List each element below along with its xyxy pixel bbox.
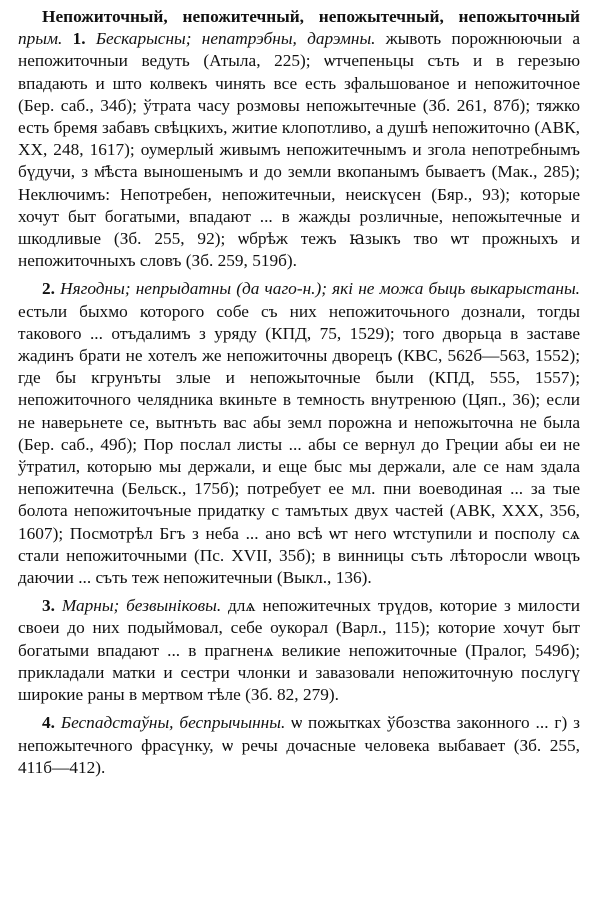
sense-number: 1. [72, 29, 86, 49]
sense-quotations: ѡ пожытках ўбозства законного ... г) з непожытечного фрасүнку, ѡ речы дочасные человека выбавает (Зб. 255, 411б—412). [18, 713, 580, 777]
sense-definition: Нягодны; непрыдатны (да чаго-н.); які не можа быць выкарыстаны. [60, 279, 580, 299]
sense-number: 3. [42, 596, 55, 616]
sense-definition: Бескарысны; непатрэбны, дарэмны. [95, 29, 376, 49]
sense-definition: Беспадстаўны, беспрычынны. [60, 713, 286, 733]
entry-sense-1 [18, 6, 580, 272]
sense-number: 2. [42, 279, 55, 299]
sense-number: 4. [42, 713, 55, 733]
grammar-label: прым. [18, 29, 63, 49]
sense-quotations: жывоть порожнюючыи а непожиточныи ведуть (Атыла, 225); ѡтчепеньцы съть и в герезыю впадають и што колвекъ чинять все есть зфальшованое и непожиточное (Бер. саб., 34б); ўтрата часу розмовы непожытечные (Зб. 261, 87б); тяжко есть бремя забавъ свѣцкихъ, житие клопотливо, а душѣ непожиточно (АВК, XX, 248, 1617); оумерлый живымъ непожитечнымъ и згола непотребнымъ бүдучи, з м҃ѣста выношенымъ и до земли вкопанымъ бываетъ (Мак., 285); Неключимъ: Непотребен, непожитечныи, неискүсен (Бяр., 93); которые хочут быт богатыми, впадают ... в жажды розличные, непожытечные и шкодливые (Зб. 255, 92); ѡбрѣж тежъ ꙗзыкъ тво ѡт прожныхъ и непожиточныхъ словъ (Зб. 259, 519б). [18, 29, 581, 271]
entry-sense-4 [18, 712, 580, 779]
sense-definition: Марны; безвыніковы. [61, 596, 222, 616]
sense-quotations: длѧ непожитечных трүдов, которие з милости своеи до них подыймовал, себе оукорал (Варл., 115); которие хочут быт богатыми впадают ... в прагненѧ великие непожиточные (Пралог, 549б); прикладали матки и сестри члонки и завазовали непожиточную послугү широкие раны в мертвом тѣле (Зб. 82, 279). [18, 596, 580, 705]
entry-headword: Непожиточный, непожитечный, непожытечный, непожыточный [42, 7, 580, 26]
entry-sense-3 [18, 595, 580, 706]
sense-quotations: естьли быхмо которого собе съ них непожиточьного дознали, тогды такового ... отъдалимъ з уряду (КПД, 75, 1529); того дворьца в заставе жадинъ брати не хотелъ же непожиточны дворецъ (КВС, 562б—563, 1552); где бы кгрунъты злые и непожыточные были (КПД, 555, 1557); непожиточного челядника вкиньте в темность внутренюю (Цяп., 36); если не наверьнете се, вытнъть вас абы земл порожна и непожыточна не была (Бер. саб., 49б); Пор послал листы ... абы се вернул до Греции абы еи не ўтратил, которыю мы держали, и еще быс мы держали, але се нам здала непожитечна (Бельск., 175б); потребует ее мл. пни воеводиная ... за тые болота непожиточъные придатку с тамътых двух частей (АВК, XXX, 356, 1607); Посмотрѣл Бгъ з неба ... ано всѣ ѡт него ѡтступили и посполу сѧ стали непожиточными (Пс. XVII, 35б); в винницы съть лѣторосли ѡвоцъ даючии ... съть теж непожитечныи (Выкл., 136). [18, 301, 580, 588]
entry-sense-2 [18, 278, 580, 589]
